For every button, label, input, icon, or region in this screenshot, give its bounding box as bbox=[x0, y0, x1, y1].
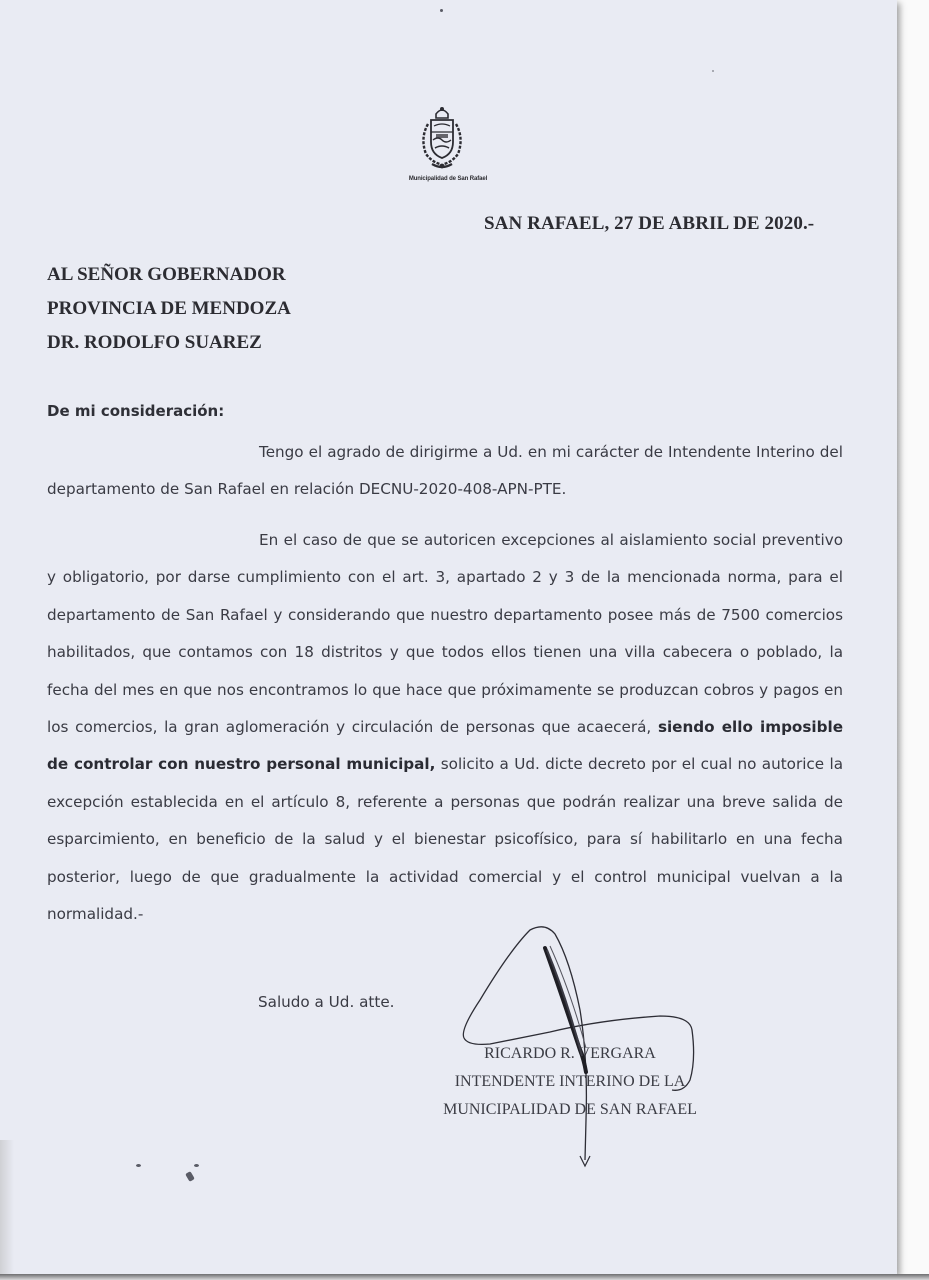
scan-bottom-edge bbox=[0, 1274, 929, 1280]
addressee-block bbox=[47, 258, 291, 360]
page-edge-shadow bbox=[0, 1140, 14, 1274]
signatory-title: MUNICIPALIDAD DE SAN RAFAEL bbox=[443, 1101, 697, 1118]
scan-speck bbox=[440, 9, 443, 12]
salutation: De mi consideración: bbox=[47, 402, 225, 420]
letterhead-caption: Municipalidad de San Rafael bbox=[408, 176, 488, 182]
body-paragraph bbox=[47, 522, 843, 933]
date-line: SAN RAFAEL, 27 DE ABRIL DE 2020.- bbox=[484, 213, 815, 234]
paragraph-text: Tengo el agrado de dirigirme a Ud. en mi carácter de Intendente Interino del departamento de San Rafael en relación DECNU-2020-408-APN-PTE. bbox=[47, 443, 843, 499]
body-paragraph bbox=[47, 434, 843, 509]
scan-speck bbox=[185, 1171, 195, 1182]
closing-line: Saludo a Ud. atte. bbox=[258, 993, 395, 1011]
signatory-block bbox=[420, 1040, 720, 1124]
municipal-coat-of-arms-icon bbox=[418, 104, 466, 172]
addressee-line: AL SEÑOR GOBERNADOR bbox=[47, 264, 286, 285]
scan-speck bbox=[136, 1164, 141, 1167]
addressee-line: PROVINCIA DE MENDOZA bbox=[47, 298, 291, 319]
scan-speck bbox=[194, 1164, 199, 1167]
emphasized-text: siendo ello imposible de controlar con nuestro personal municipal, bbox=[47, 718, 843, 774]
scan-speck bbox=[712, 70, 714, 72]
addressee-line: DR. RODOLFO SUAREZ bbox=[47, 332, 262, 353]
signatory-name: RICARDO R. VERGARA bbox=[484, 1045, 656, 1062]
paragraph-text: solicito a Ud. dicte decreto por el cual no autorice la excepción establecida en el artículo 8, referente a personas que podrán realizar una breve salida de esparcimiento, en beneficio de la salud y el bienestar psicofísico, para sí habilitarlo en una fecha posterior, luego de que gradualmente la actividad comercial y el control municipal vuelvan a la normalidad.- bbox=[47, 755, 844, 924]
paragraph-text: En el caso de que se autoricen excepciones al aislamiento social preventivo y obligatorio, por darse cumplimiento con el art. 3, apartado 2 y 3 de la mencionada norma, para el departamento de San Rafael y considerando que nuestro departamento posee más de 7500 comercios habilitados, que contamos con 18 distritos y que todos ellos tienen una villa cabecera o poblado, la fecha del mes en que nos encontramos lo que hace que próximamente se produzcan cobros y pagos en los comercios, la gran aglomeración y circulación de personas que acaecerá, bbox=[47, 531, 843, 737]
signatory-title: INTENDENTE INTERINO DE LA bbox=[454, 1073, 686, 1090]
